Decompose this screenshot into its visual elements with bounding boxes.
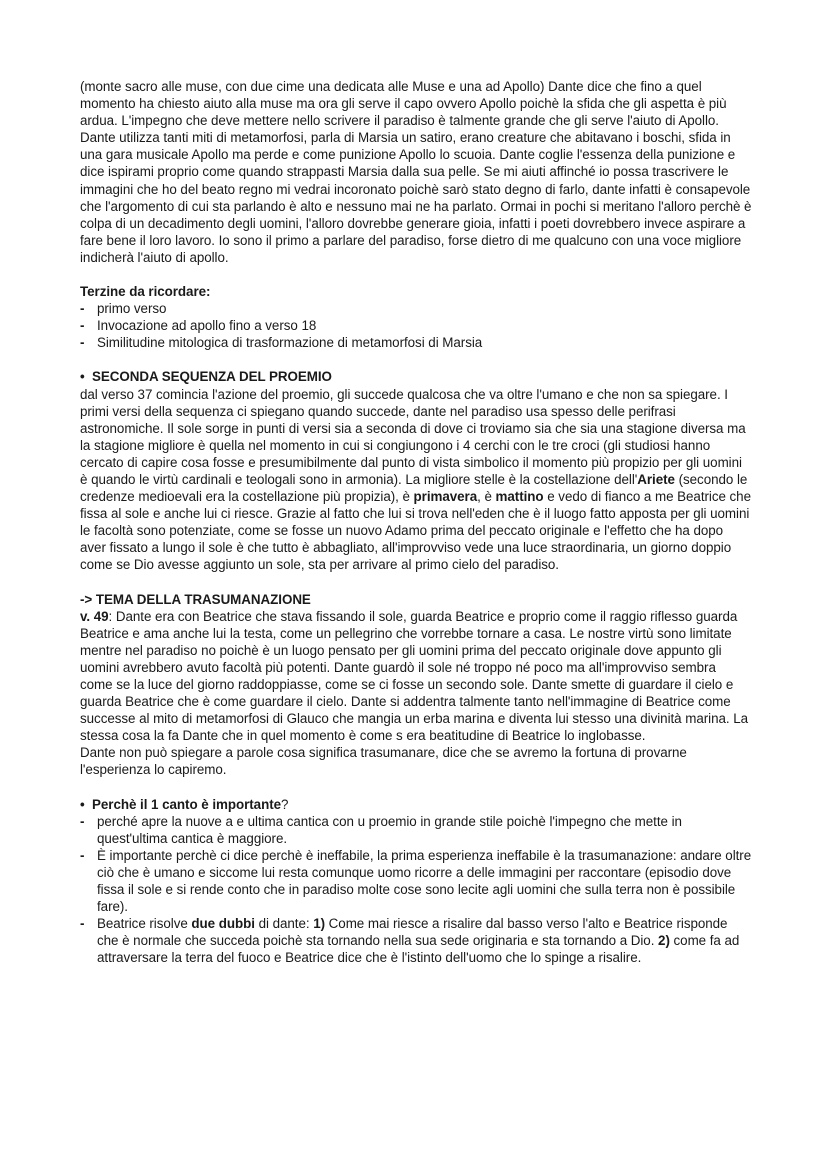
document-body xyxy=(80,78,752,967)
section-title: Perchè il 1 canto è importante xyxy=(92,796,282,812)
list-item-text: primo verso xyxy=(97,301,167,317)
terzine-section xyxy=(80,283,752,351)
list-item-text: perché apre la nuove a e ultima cantica con u proemio in grande stile poichè l'impegno che mette in quest'ultima cantica è maggiore. xyxy=(97,813,682,846)
dash-bullet-icon: - xyxy=(80,847,85,863)
emphasis-text: 1) xyxy=(313,916,326,932)
paragraph-text: Beatrice risolve xyxy=(97,916,192,932)
seconda-sequenza-section xyxy=(80,368,752,573)
list-item-text: Invocazione ad apollo fino a verso 18 xyxy=(97,318,317,334)
seconda-sequenza-paragraph xyxy=(80,386,752,574)
emphasis-text: primavera xyxy=(413,489,478,505)
list-item xyxy=(80,847,752,915)
paragraph-text: : Dante era con Beatrice che stava fissando il sole, guarda Beatrice e proprio come il raggio riflesso guarda Beatrice e ama anche lui la testa, come un pellegrino che vorrebbe tornare a casa. Le nostre virtù sono limitate mentre nel paradiso no poichè è un luogo pensato per gli uomini prima del peccato originale dove appunto gli uomini avrebbero avuto facoltà più potenti. Dante guardò il sole né troppo né poco ma all'improvviso sembra come se la luce del giorno raddoppiasse, come se ci fosse un secondo sole. Dante smette di guardare il cielo e guarda Beatrice che è come guardare il cielo. Dante si addentra talmente tanto nell'immagine di Beatrice come successe al mito di metamorfosi di Glauco che mangia un erba marina e diventa lui stesso una divinità marina. La stessa cosa la fa Dante che in quel momento è come s era beatitudine di Beatrice lo inglobasse. xyxy=(80,608,748,744)
list-item xyxy=(80,813,752,847)
list-item xyxy=(80,334,752,351)
list-item-text: Similitudine mitologica di trasformazione di metamorfosi di Marsia xyxy=(97,335,483,351)
dash-bullet-icon: - xyxy=(80,301,85,317)
dot-bullet-icon: • xyxy=(80,796,85,812)
list-item-text: È importante perchè ci dice perchè è ineffabile, la prima esperienza ineffabile è la trasumanazione: andare oltre ciò che è umano e siccome lui resta comunque uomo ricorre a delle immagini per raccontare (episodio dove fissa il sole e si rende conto che in paradiso molte cose sono lecite agli uomini che sulla terra non è possibile fare). xyxy=(97,847,752,915)
dash-bullet-icon: - xyxy=(80,318,85,334)
paragraph-text: dal verso 37 comincia l'azione del proemio, gli succede qualcosa che va oltre l'umano e che non sa spiegare. I primi versi della sequenza ci spiegano quando succede, dante nel paradiso usa spesso delle perifrasi astronomiche. Il sole sorge in punti di versi sia a seconda di dove ci troviamo sia che sia una stagione diversa ma la stagione migliore è quella nel momento in cui si congiungono i 4 cerchi con le tre croci (gli studiosi hanno cercato di capire cosa fosse e presumibilmente dal punto di vista simbolico il momento più propizio per gli uomini è quando le virtù cardinali e teologali sono in armonia). La migliore stelle è la costellazione dell' xyxy=(80,386,746,487)
emphasis-text: Ariete xyxy=(637,471,675,487)
seconda-sequenza-heading xyxy=(80,368,752,385)
importante-section xyxy=(80,796,752,967)
section-title: SECONDA SEQUENZA DEL PROEMIO xyxy=(92,369,332,385)
list-item xyxy=(80,317,752,334)
list-item-text xyxy=(97,916,739,965)
emphasis-text: due dubbi xyxy=(191,916,255,932)
paragraph-text: Come mai riesce a risalire dal basso verso l'alto e Beatrice risponde che è normale che succeda poichè sta tornando nella sua sede originaria e sta tornando a Dio. xyxy=(97,916,728,949)
paragraph-text: , è xyxy=(477,489,496,505)
paragraph-text: di dante: xyxy=(254,916,314,932)
paragraph-text: e vedo di fianco a me Beatrice che fissa al sole e anche lui ci riesce. Grazie al fatto che lui si trova nell'eden che è il luogo fatto apposta per gli uomini le facoltà sono potenziate, come se fosse un nuovo Adamo prima del peccato originale e l'effetto che ha dopo aver fissato a lungo il sole è che tutto è abbagliato, all'improvviso vede una luce straordinaria, un giorno doppio come se Dio avesse aggiunto un sole, sta per arrivare al primo cielo del paradiso. xyxy=(80,489,751,573)
paragraph-text: (secondo le credenze medioevali era la costellazione più propizia), è xyxy=(80,471,748,505)
emphasis-text: mattino xyxy=(495,489,544,505)
terzine-heading: Terzine da ricordare: xyxy=(80,284,211,300)
title-suffix: ? xyxy=(281,796,289,812)
dash-bullet-icon: - xyxy=(80,813,85,829)
list-item xyxy=(80,915,752,966)
trasumanazione-section xyxy=(80,591,752,779)
importante-list xyxy=(80,813,752,967)
importante-heading xyxy=(80,796,752,813)
trasumanazione-paragraph xyxy=(80,608,752,745)
trasumanazione-heading: -> TEMA DELLA TRASUMANAZIONE xyxy=(80,591,311,607)
trasumanazione-paragraph-2: Dante non può spiegare a parole cosa significa trasumanare, dice che se avremo la fortuna di provarne l'esperienza lo capiremo. xyxy=(80,745,687,778)
terzine-list xyxy=(80,300,752,351)
emphasis-text: 2) xyxy=(658,933,670,949)
dot-bullet-icon: • xyxy=(80,369,85,385)
verse-reference: v. 49 xyxy=(80,608,109,624)
intro-paragraph: (monte sacro alle muse, con due cime una dedicata alle Muse e una ad Apollo) Dante dice che fino a quel momento ha chiesto aiuto alla muse ma ora gli serve il capo ovvero Apollo poichè la sfida che gli aspetta è più ardua. L'impegno che deve mettere nello scrivere il paradiso è talmente grande che gli serve l'aiuto di Apollo. Dante utilizza tanti miti di metamorfosi, parla di Marsia un satiro, erano creature che abitavano i boschi, sfida in una gara musicale Apollo ma perde e come punizione Apollo lo scuoia. Dante coglie l'essenza della punizione e dice ispirami proprio come quando strappasti Marsia dalla sua pelle. Se mi aiuti affinché io possa trascrivere le immagini che ho del beato regno mi vedrai incoronato poichè sarò stato degno di farlo, dante infatti è consapevole che l'argomento di cui sta parlando è alto e nessuno mai ne ha parlato. Ormai in pochi si meritano l'alloro perchè è colpa di un decadimento degli uomini, l'alloro dovrebbe generare gioia, infatti i poeti dovrebbero invece aspirare a fare bene il loro lavoro. Io sono il primo a parlare del paradiso, forse dietro di me qualcuno con una voce migliore indicherà l'aiuto di apollo. xyxy=(80,79,752,265)
paragraph-text: come fa ad attraversare la terra del fuoco e Beatrice dice che è l'istinto dell'uomo che lo spinge a risalire. xyxy=(97,933,740,966)
dash-bullet-icon: - xyxy=(80,335,85,351)
list-item xyxy=(80,300,752,317)
dash-bullet-icon: - xyxy=(80,916,85,932)
